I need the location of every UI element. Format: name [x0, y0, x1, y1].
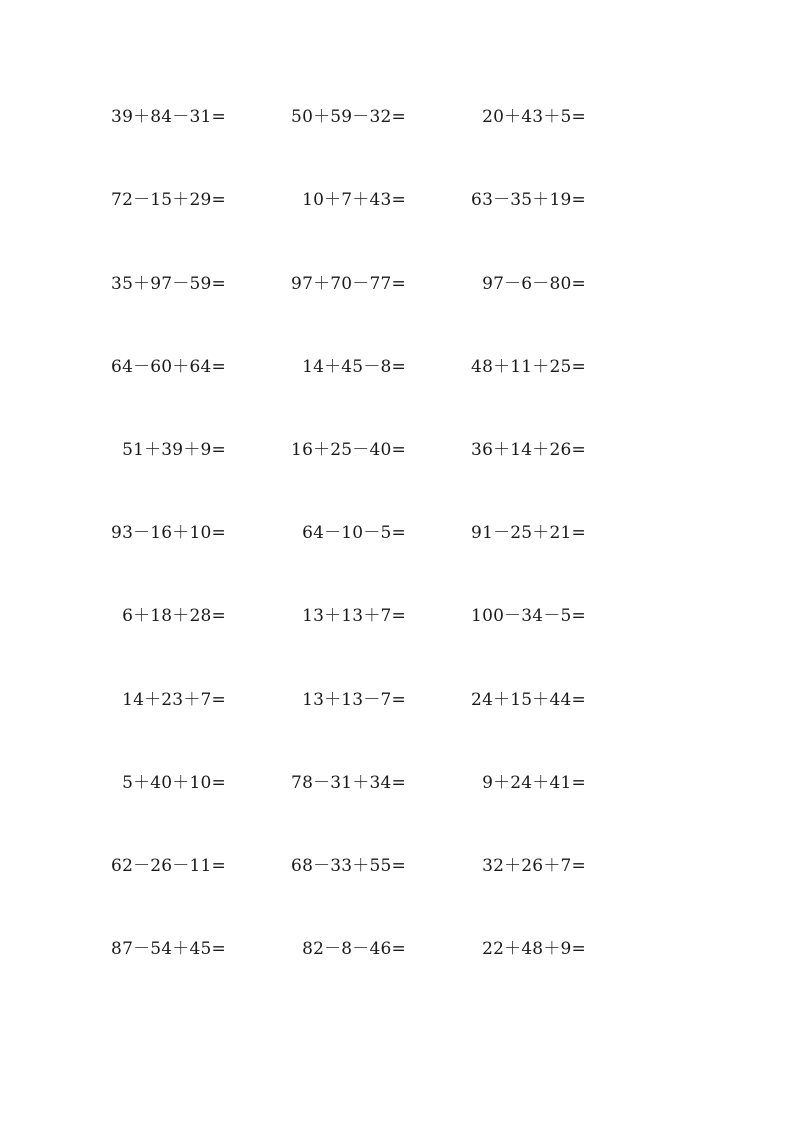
math-problem: 13＋13－7=	[302, 690, 406, 710]
math-problem: 91－25＋21=	[471, 523, 586, 543]
math-problem: 48＋11＋25=	[471, 357, 586, 377]
math-problem: 36＋14＋26=	[471, 440, 586, 460]
math-problem: 5＋40＋10=	[122, 773, 226, 793]
math-problem: 16＋25－40=	[291, 440, 406, 460]
math-problem: 14＋23＋7=	[122, 690, 226, 710]
problem-row	[0, 355, 794, 379]
problem-row	[0, 771, 794, 795]
problem-row	[0, 688, 794, 712]
math-problem: 97－6－80=	[482, 274, 586, 294]
math-problem: 6＋18＋28=	[122, 606, 226, 626]
math-problem: 64－10－5=	[302, 523, 406, 543]
math-problem: 35＋97－59=	[111, 274, 226, 294]
problem-row	[0, 105, 794, 129]
math-problem: 20＋43＋5=	[482, 107, 586, 127]
math-problem: 50＋59－32=	[291, 107, 406, 127]
problem-row	[0, 604, 794, 628]
math-problem: 24＋15＋44=	[471, 690, 586, 710]
math-problem: 51＋39＋9=	[122, 440, 226, 460]
math-problem: 39＋84－31=	[111, 107, 226, 127]
problem-row	[0, 937, 794, 961]
math-problem: 10＋7＋43=	[302, 190, 406, 210]
problem-row	[0, 188, 794, 212]
math-problem: 14＋45－8=	[302, 357, 406, 377]
math-problem: 87－54＋45=	[111, 939, 226, 959]
math-problem: 64－60＋64=	[111, 357, 226, 377]
math-problem: 68－33＋55=	[291, 856, 406, 876]
problem-row	[0, 272, 794, 296]
problem-row	[0, 438, 794, 462]
math-problem: 78－31＋34=	[291, 773, 406, 793]
math-problem: 32＋26＋7=	[482, 856, 586, 876]
math-problem: 72－15＋29=	[111, 190, 226, 210]
problem-row	[0, 521, 794, 545]
math-problem: 22＋48＋9=	[482, 939, 586, 959]
math-problem: 9＋24＋41=	[482, 773, 586, 793]
problem-row	[0, 854, 794, 878]
math-problem: 82－8－46=	[302, 939, 406, 959]
math-problem: 63－35＋19=	[471, 190, 586, 210]
math-problem: 93－16＋10=	[111, 523, 226, 543]
math-problem: 13＋13＋7=	[302, 606, 406, 626]
math-problem: 100－34－5=	[471, 606, 586, 626]
math-problem: 62－26－11=	[111, 856, 226, 876]
math-problem: 97＋70－77=	[291, 274, 406, 294]
